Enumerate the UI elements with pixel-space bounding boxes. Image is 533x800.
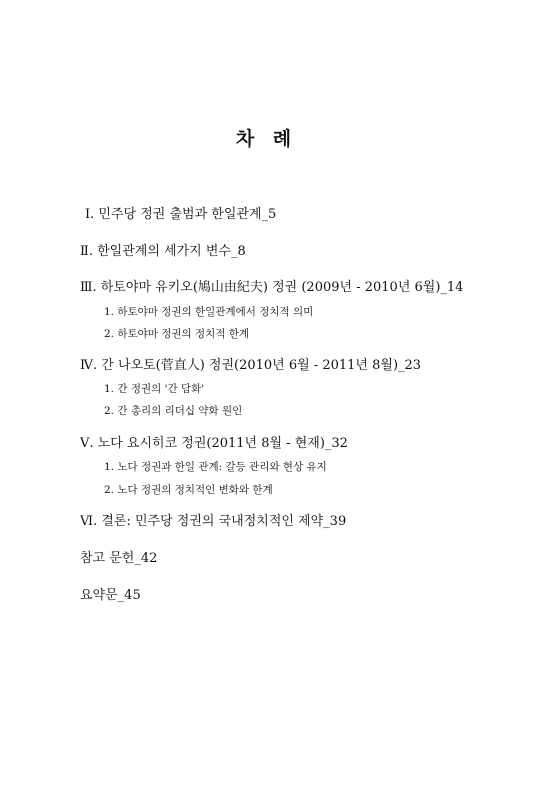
toc-section-3-1[interactable]: 1. 하토야마 정권의 한일관계에서 정치적 의미 [104,306,314,318]
toc-references[interactable]: 참고 문헌_42 [80,551,158,566]
toc-section-3-2[interactable]: 2. 하토야마 정권의 정치적 한계 [104,328,250,340]
toc-chapter-4[interactable]: Ⅳ. 간 나오토(菅直人) 정권(2010년 6월 - 2011년 8월)_23 [80,358,422,373]
toc-section-4-2[interactable]: 2. 간 총리의 리더십 약화 원인 [104,405,243,417]
toc-section-5-1[interactable]: 1. 노다 정권과 한일 관계: 갈등 관리와 현상 유지 [104,461,327,473]
toc-chapter-5[interactable]: Ⅴ. 노다 요시히코 정권(2011년 8월 - 현재)_32 [80,436,348,451]
toc-chapter-2[interactable]: Ⅱ. 한일관계의 세가지 변수_8 [80,244,246,259]
page-title: 차 례 [235,128,298,150]
toc-chapter-6[interactable]: Ⅵ. 결론: 민주당 정권의 국내정치적인 제약_39 [80,514,347,529]
toc-chapter-1[interactable]: Ⅰ. 민주당 정권 출범과 한일관계_5 [85,207,277,222]
toc-section-5-2[interactable]: 2. 노다 정권의 정치적인 변화와 한계 [104,484,273,496]
toc-chapter-3[interactable]: Ⅲ. 하토야마 유키오(鳩山由紀夫) 정권 (2009년 - 2010년 6월)_14 [80,280,464,295]
toc-section-4-1[interactable]: 1. 간 정권의 '간 담화' [104,383,205,395]
toc-abstract[interactable]: 요약문_45 [80,588,141,603]
